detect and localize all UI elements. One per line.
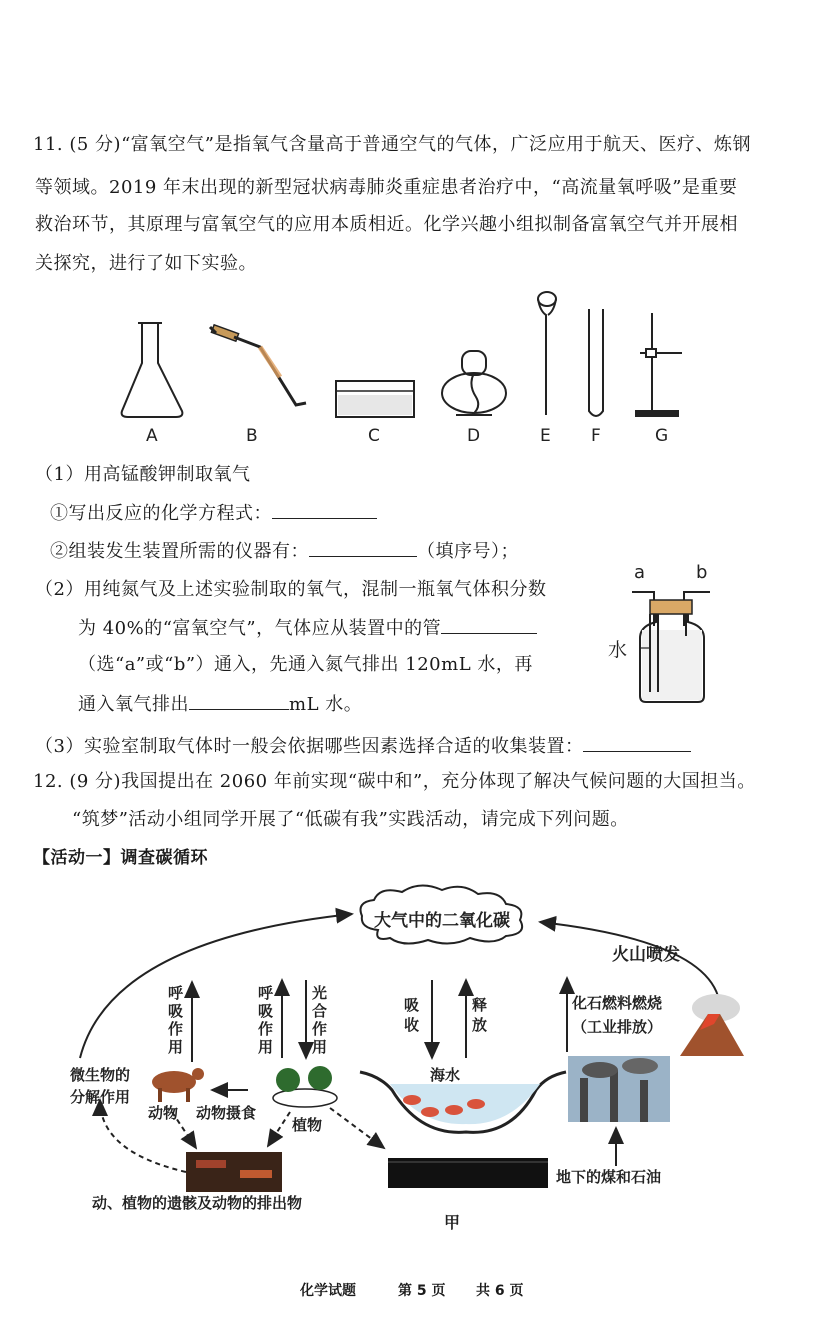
answer-blank-collection[interactable]	[583, 733, 691, 752]
svg-text:合: 合	[312, 1002, 328, 1020]
apparatus-label-d: D	[467, 426, 481, 446]
respiration-label-animal	[168, 984, 184, 1056]
q11-part1-a-text: ①写出反应的化学方程式：	[50, 503, 272, 524]
svg-text:作: 作	[168, 1020, 184, 1038]
microbe-label-2: 分解作用	[70, 1088, 131, 1106]
test-tube-icon	[589, 309, 603, 416]
bottle-label-b: b	[696, 562, 708, 583]
q11-part2-line-1: （2）用纯氮气及上述实验制取的氧气，混制一瓶氧气体积分数	[35, 579, 547, 600]
apparatus-label-e: E	[540, 426, 551, 446]
apparatus-label-a: A	[146, 426, 158, 446]
microbe-label-1: 微生物的	[70, 1066, 131, 1084]
q11-line-3: 救治环节，其原理与富氧空气的应用本质相近。化学兴趣小组拟制备富氧空气并开展相	[35, 214, 738, 235]
apparatus-label-c: C	[368, 426, 380, 446]
answer-blank-volume[interactable]	[189, 691, 289, 710]
apparatus-label-b: B	[246, 426, 258, 446]
water-trough-icon	[336, 381, 414, 417]
activity-one-title: 【活动一】调查碳循环	[33, 848, 208, 868]
absorb-label	[404, 996, 419, 1034]
q11-part2-line-4	[78, 691, 362, 717]
plant-icon	[273, 1066, 337, 1107]
bottle-label-a: a	[634, 562, 646, 583]
svg-text:吸: 吸	[404, 996, 420, 1014]
iron-stand-icon	[636, 313, 682, 416]
svg-text:释: 释	[472, 996, 488, 1014]
funnel-icon	[538, 292, 556, 415]
svg-text:用: 用	[312, 1038, 328, 1056]
q11-line-2: 等领域。2019 年末出现的新型冠状病毒肺炎重症患者治疗中，“高流量氧呼吸”是重要	[35, 177, 738, 198]
q11-part1-a	[50, 500, 377, 526]
release-label	[472, 996, 487, 1034]
volcano-icon	[680, 994, 744, 1056]
q11-part2-line-2	[78, 615, 537, 641]
q11-part2-line-3: （选“a”或“b”）通入，先通入氮气排出 120mL 水，再	[78, 654, 533, 675]
bent-tube-icon	[210, 325, 306, 405]
cloud-label: 大气中的二氧化碳	[374, 911, 510, 931]
remains-icon	[186, 1152, 282, 1192]
svg-text:收: 收	[404, 1016, 420, 1034]
q11-line-4: 关探究，进行了如下实验。	[35, 253, 257, 274]
svg-text:呼: 呼	[258, 984, 274, 1002]
bottle-label-water: 水	[608, 639, 628, 661]
q11-part2-line-2-text: 为 40%的“富氧空气”，气体应从装置中的管	[78, 618, 442, 639]
remains-label: 动、植物的遗骸及动物的排出物	[92, 1194, 303, 1212]
q12-line-2: “筑梦”活动小组同学开展了“低碳有我”实践活动，请完成下列问题。	[72, 809, 629, 830]
animal-label: 动物	[148, 1104, 179, 1122]
svg-text:吸: 吸	[168, 1002, 184, 1020]
q11-part1-b-tail: （填序号）；	[417, 541, 519, 562]
animal-cow-icon	[152, 1068, 204, 1102]
apparatus-label-f: F	[591, 426, 601, 446]
q11-part2-line-4-text: 通入氧气排出	[78, 694, 189, 715]
q11-part1-b-text: ②组装发生装置所需的仪器有：	[50, 541, 309, 562]
coal-oil-label: 地下的煤和石油	[556, 1168, 662, 1186]
svg-text:用: 用	[168, 1038, 184, 1056]
feeding-label: 动物摄食	[196, 1104, 257, 1122]
footer-total: 共 6 页	[476, 1283, 524, 1299]
gas-bottle-figure	[606, 558, 736, 708]
jia-label: 甲	[444, 1213, 461, 1232]
fossil-label-2: （工业排放）	[572, 1018, 663, 1036]
photosynthesis-label	[312, 984, 327, 1056]
q11-part3	[35, 733, 691, 759]
q11-part1-title: （1）用高锰酸钾制取氧气	[35, 464, 251, 485]
carbon-cycle-diagram	[0, 880, 820, 1240]
answer-blank-instruments[interactable]	[309, 538, 417, 557]
factory-icon	[568, 1056, 670, 1122]
fossil-label-1: 化石燃料燃烧	[572, 994, 663, 1012]
svg-text:放: 放	[472, 1016, 488, 1034]
q11-line-1: 11. (5 分)“富氧空气”是指氧气含量高于普通空气的气体，广泛应用于航天、医疗、炼钢	[33, 134, 751, 155]
q11-part2-line-4-tail: mL 水。	[289, 694, 363, 715]
footer-page: 第 5 页	[398, 1283, 446, 1299]
respiration-label-plant	[258, 984, 274, 1056]
svg-text:吸: 吸	[258, 1002, 274, 1020]
q11-part3-text: （3）实验室制取气体时一般会依据哪些因素选择合适的收集装置：	[35, 736, 584, 757]
svg-text:用: 用	[258, 1038, 274, 1056]
conical-flask-icon	[122, 323, 183, 417]
answer-blank-pipe[interactable]	[441, 615, 537, 634]
svg-text:光: 光	[312, 984, 328, 1002]
svg-text:作: 作	[312, 1020, 328, 1038]
volcano-label: 火山喷发	[612, 945, 680, 965]
apparatus-figure	[100, 285, 700, 455]
q11-part1-b	[50, 538, 519, 564]
apparatus-label-g: G	[655, 426, 669, 446]
svg-text:呼: 呼	[168, 984, 184, 1002]
svg-text:作: 作	[258, 1020, 274, 1038]
answer-blank-equation[interactable]	[272, 500, 377, 519]
footer-subject: 化学试题	[300, 1283, 356, 1299]
seawater-label: 海水	[430, 1066, 461, 1084]
alcohol-lamp-icon	[442, 351, 506, 415]
plant-label: 植物	[292, 1116, 323, 1134]
q12-line-1: 12. (9 分)我国提出在 2060 年前实现“碳中和”，充分体现了解决气候问题的大国担当。	[33, 771, 756, 792]
